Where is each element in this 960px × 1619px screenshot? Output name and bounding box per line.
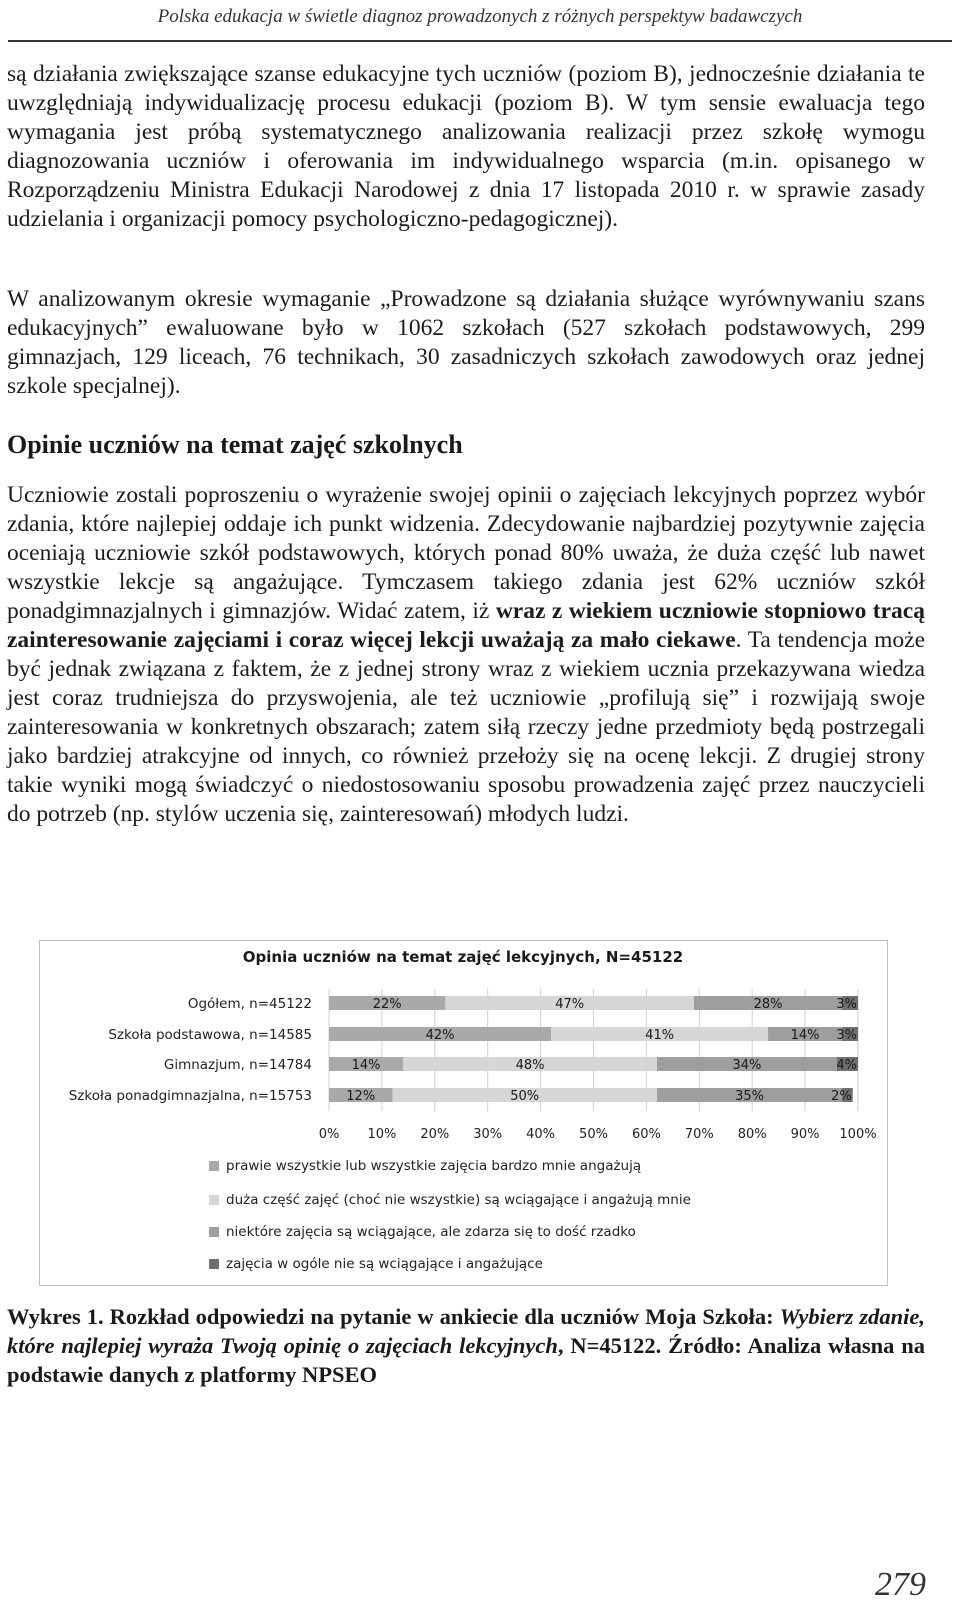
paragraph-2: W analizowanym okresie wymaganie „Prowadzone są działania służące wyrównywaniu szans edukacyjnych” ewaluowane było w 1062 szkołach (527 szkołach podstawowych, 299 gimnazjach, 129 liceach, 76 technikach, 30 zasadniczych szkołach zawodowych oraz jednej szkole specjalnej).	[7, 286, 925, 399]
caption-lead: Wykres 1. Rozkład odpowiedzi na pytanie w ankiecie dla uczniów Moja Szkoła:	[7, 1304, 780, 1329]
category-label: Szkoła ponadgimnazjalna, n=15753	[68, 1088, 312, 1104]
legend-swatch	[209, 1259, 219, 1269]
legend-swatch	[209, 1195, 219, 1205]
x-tick-label: 60%	[631, 1127, 661, 1142]
category-label: Ogółem, n=45122	[187, 996, 312, 1012]
legend-swatch	[209, 1227, 219, 1237]
chart-title: Opinia uczniów na temat zajęć lekcyjnych, N=45122	[242, 948, 684, 966]
stacked-bar-chart	[40, 941, 887, 1285]
data-label: 3%	[836, 997, 857, 1012]
caption-tail: , N=45122. Źródło: Analiza własna na podstawie danych z platformy NPSEO	[7, 1333, 925, 1387]
x-tick-label: 50%	[579, 1127, 608, 1142]
x-tick-label: 100%	[839, 1127, 877, 1142]
data-label: 34%	[732, 1058, 762, 1073]
paragraph-1: są działania zwiększające szanse edukacyjne tych uczniów (poziom B), jednocześnie działania te uwzględniają indywidualizację procesu edukacji (poziom B). W tym sensie ewaluacja tego wymagania jest próbą systematycznego analizowania realizacji przez szkołę wymogu diagnozowania uczniów i oferowania im indywidualnego wsparcia (m.in. opisanego w Rozporządzeniu Ministra Edukacji Narodowej z dnia 17 listopada 2010 r. w sprawie zasady udzielania i organizacji pomocy psychologiczno-pedagogicznej).	[7, 61, 925, 232]
paragraph-3-part-b: . Ta tendencja może być jednak związana z faktem, że z jednej strony wraz z wiekiem ucznia przekazywana wiedza jest coraz trudniejsza do przyswojenia, ale też uczniowie „profilują się” i rozwijają swoje zainteresowania w konkretnych obszarach; zatem siłą rzeczy jedne przedmioty będą postrzegali jako bardziej atrakcyjne od innych, co również przełoży się na ocenę lekcji. Z drugiej strony takie wyniki mogą świadczyć o niedostosowaniu sposobu prowadzenia zajęć przez nauczycieli do potrzeb (np. stylów uczenia się, zainteresowań) młodych ludzi.	[7, 627, 926, 827]
caption-question: Wybierz zdanie, które najlepiej wyraża Twoją opinię o zajęciach lekcyjnych	[7, 1304, 925, 1358]
paragraph-3	[7, 481, 925, 829]
data-label: 14%	[790, 1028, 820, 1043]
running-head: Polska edukacja w świetle diagnoz prowadzonych z różnych perspektyw badawczych	[157, 6, 803, 27]
x-tick-label: 10%	[367, 1127, 397, 1142]
legend-label: niektóre zajęcia są wciągające, ale zdarza się to dość rzadko	[226, 1224, 636, 1240]
data-label: 14%	[351, 1058, 381, 1073]
legend-label: prawie wszystkie lub wszystkie zajęcia bardzo mnie angażują	[226, 1158, 642, 1174]
data-label: 4%	[836, 1058, 857, 1073]
data-label: 50%	[510, 1089, 540, 1104]
x-tick-label: 70%	[684, 1127, 714, 1142]
data-label: 28%	[753, 997, 783, 1012]
x-tick-label: 90%	[790, 1127, 820, 1142]
paragraph-3-emphasis: wraz z wiekiem uczniowie stopniowo tracą zainteresowanie zajęciami i coraz więcej lekcji uważają za mało ciekawe	[7, 598, 925, 653]
header-rule	[8, 40, 952, 42]
data-label: 22%	[372, 997, 402, 1012]
data-label: 2%	[831, 1089, 852, 1104]
x-tick-label: 20%	[420, 1127, 450, 1142]
legend-swatch	[209, 1161, 219, 1171]
category-label: Gimnazjum, n=14784	[163, 1057, 312, 1073]
data-label: 12%	[346, 1089, 376, 1104]
section-heading: Opinie uczniów na temat zajęć szkolnych	[7, 430, 463, 459]
chart-frame	[39, 940, 888, 1286]
category-label: Szkoła podstawowa, n=14585	[108, 1027, 312, 1043]
paragraph-3-part-a: Uczniowie zostali poproszeniu o wyrażenie swojej opinii o zajęciach lekcyjnych poprzez wybór zdania, które najlepiej oddaje ich punkt widzenia. Zdecydowanie najbardziej pozytywnie zajęcia oceniają uczniowie szkół podstawowych, których ponad 80% uważa, że duża część lub nawet wszystkie lekcje są angażujące. Tymczasem takiego zdania jest 62% uczniów szkół ponadgimnazjalnych i gimnazjów. Widać zatem, iż	[7, 482, 925, 624]
figure-caption	[7, 1302, 925, 1389]
x-tick-label: 30%	[473, 1127, 503, 1142]
legend-label: zajęcia w ogóle nie są wciągające i angażujące	[226, 1256, 543, 1272]
x-tick-label: 40%	[526, 1127, 556, 1142]
data-label: 42%	[425, 1028, 455, 1043]
data-label: 3%	[836, 1028, 857, 1043]
x-tick-label: 0%	[318, 1127, 340, 1142]
data-label: 35%	[735, 1089, 765, 1104]
data-label: 41%	[645, 1028, 675, 1043]
x-tick-label: 80%	[737, 1127, 767, 1142]
data-label: 48%	[515, 1058, 545, 1073]
page-number: 279	[875, 1566, 926, 1603]
data-label: 47%	[555, 997, 585, 1012]
legend-label: duża część zajęć (choć nie wszystkie) są wciągające i angażują mnie	[226, 1192, 691, 1208]
